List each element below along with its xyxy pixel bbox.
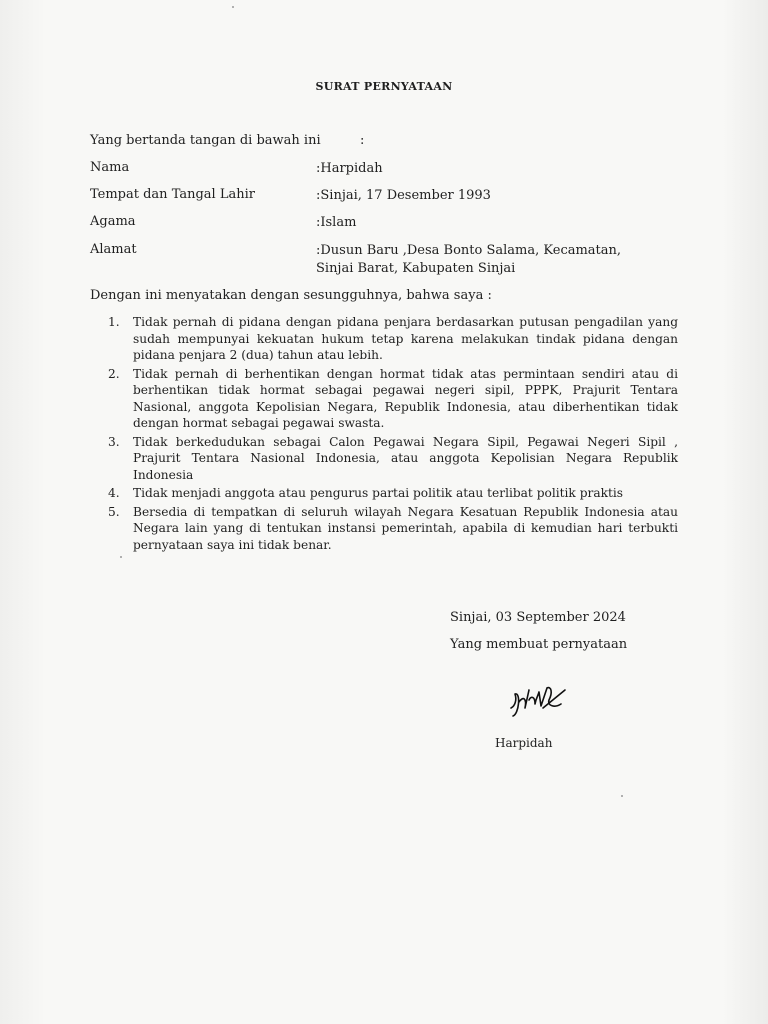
list-item bbox=[108, 504, 678, 554]
list-item bbox=[108, 314, 678, 364]
maker-label: Yang membuat pernyataan bbox=[450, 637, 628, 652]
scan-speck bbox=[621, 795, 623, 797]
address-label: Alamat bbox=[90, 242, 137, 257]
list-text: Tidak pernah di berhentikan dengan hormat tidak atas permintaan sendiri atau di berhentikan tidak hormat sebagai pegawai negeri sipil, PPPK, Prajurit Tentara Nasional, anggota Kepolisian Negara, Republik Indonesia, atau diberhentikan tidak dengan hormat sebagai pegawai swasta. bbox=[133, 366, 678, 430]
list-number: 2. bbox=[108, 366, 120, 381]
address-line-2: Sinjai Barat, Kabupaten Sinjai bbox=[316, 261, 516, 276]
list-text: Tidak menjadi anggota atau pengurus partai politik atau terlibat politik praktis bbox=[133, 486, 624, 500]
address-line-1: :Dusun Baru ,Desa Bonto Salama, Kecamatan, bbox=[316, 243, 622, 258]
list-item bbox=[108, 366, 678, 432]
intro-colon: : bbox=[360, 133, 365, 148]
intro-text: Yang bertanda tangan di bawah ini bbox=[90, 133, 321, 148]
birth-value: :Sinjai, 17 Desember 1993 bbox=[316, 188, 491, 203]
list-number: 3. bbox=[108, 434, 120, 449]
place-date: Sinjai, 03 September 2024 bbox=[450, 610, 626, 625]
scan-speck bbox=[232, 6, 234, 8]
list-number: 4. bbox=[108, 486, 120, 500]
document-title: SURAT PERNYATAAN bbox=[315, 80, 453, 93]
name-label: Nama bbox=[90, 160, 130, 175]
religion-value: :Islam bbox=[316, 215, 357, 230]
list-text: Tidak pernah di pidana dengan pidana penjara berdasarkan putusan pengadilan yang sudah mempunyai kekuatan hukum tetap karena melakukan tindak pidana dengan pidana penjara 2 (dua) tahun atau lebih. bbox=[133, 315, 678, 362]
religion-label: Agama bbox=[90, 214, 136, 229]
statement-lead: Dengan ini menyatakan dengan sesungguhnya, bahwa saya : bbox=[90, 288, 492, 303]
list-number: 1. bbox=[108, 315, 120, 329]
list-number: 5. bbox=[108, 504, 120, 519]
list-item bbox=[108, 434, 678, 484]
list-text: Tidak berkedudukan sebagai Calon Pegawai Negara Sipil, Pegawai Negeri Sipil , Prajurit Tentara Nasional Indonesia, atau anggota Kepolisian Negara Republik Indonesia bbox=[133, 434, 678, 482]
list-item bbox=[108, 485, 678, 502]
statement-list bbox=[108, 314, 678, 555]
birth-label: Tempat dan Tangal Lahir bbox=[90, 187, 255, 202]
scan-speck bbox=[120, 556, 122, 558]
signature-image bbox=[505, 678, 571, 722]
signer-name: Harpidah bbox=[495, 736, 553, 750]
name-value: :Harpidah bbox=[316, 161, 383, 176]
list-text: Bersedia di tempatkan di seluruh wilayah Negara Kesatuan Republik Indonesia atau Negara lain yang di tentukan instansi pemerintah, apabila di kemudian hari terbukti pernyataan saya ini tidak benar. bbox=[133, 504, 678, 552]
